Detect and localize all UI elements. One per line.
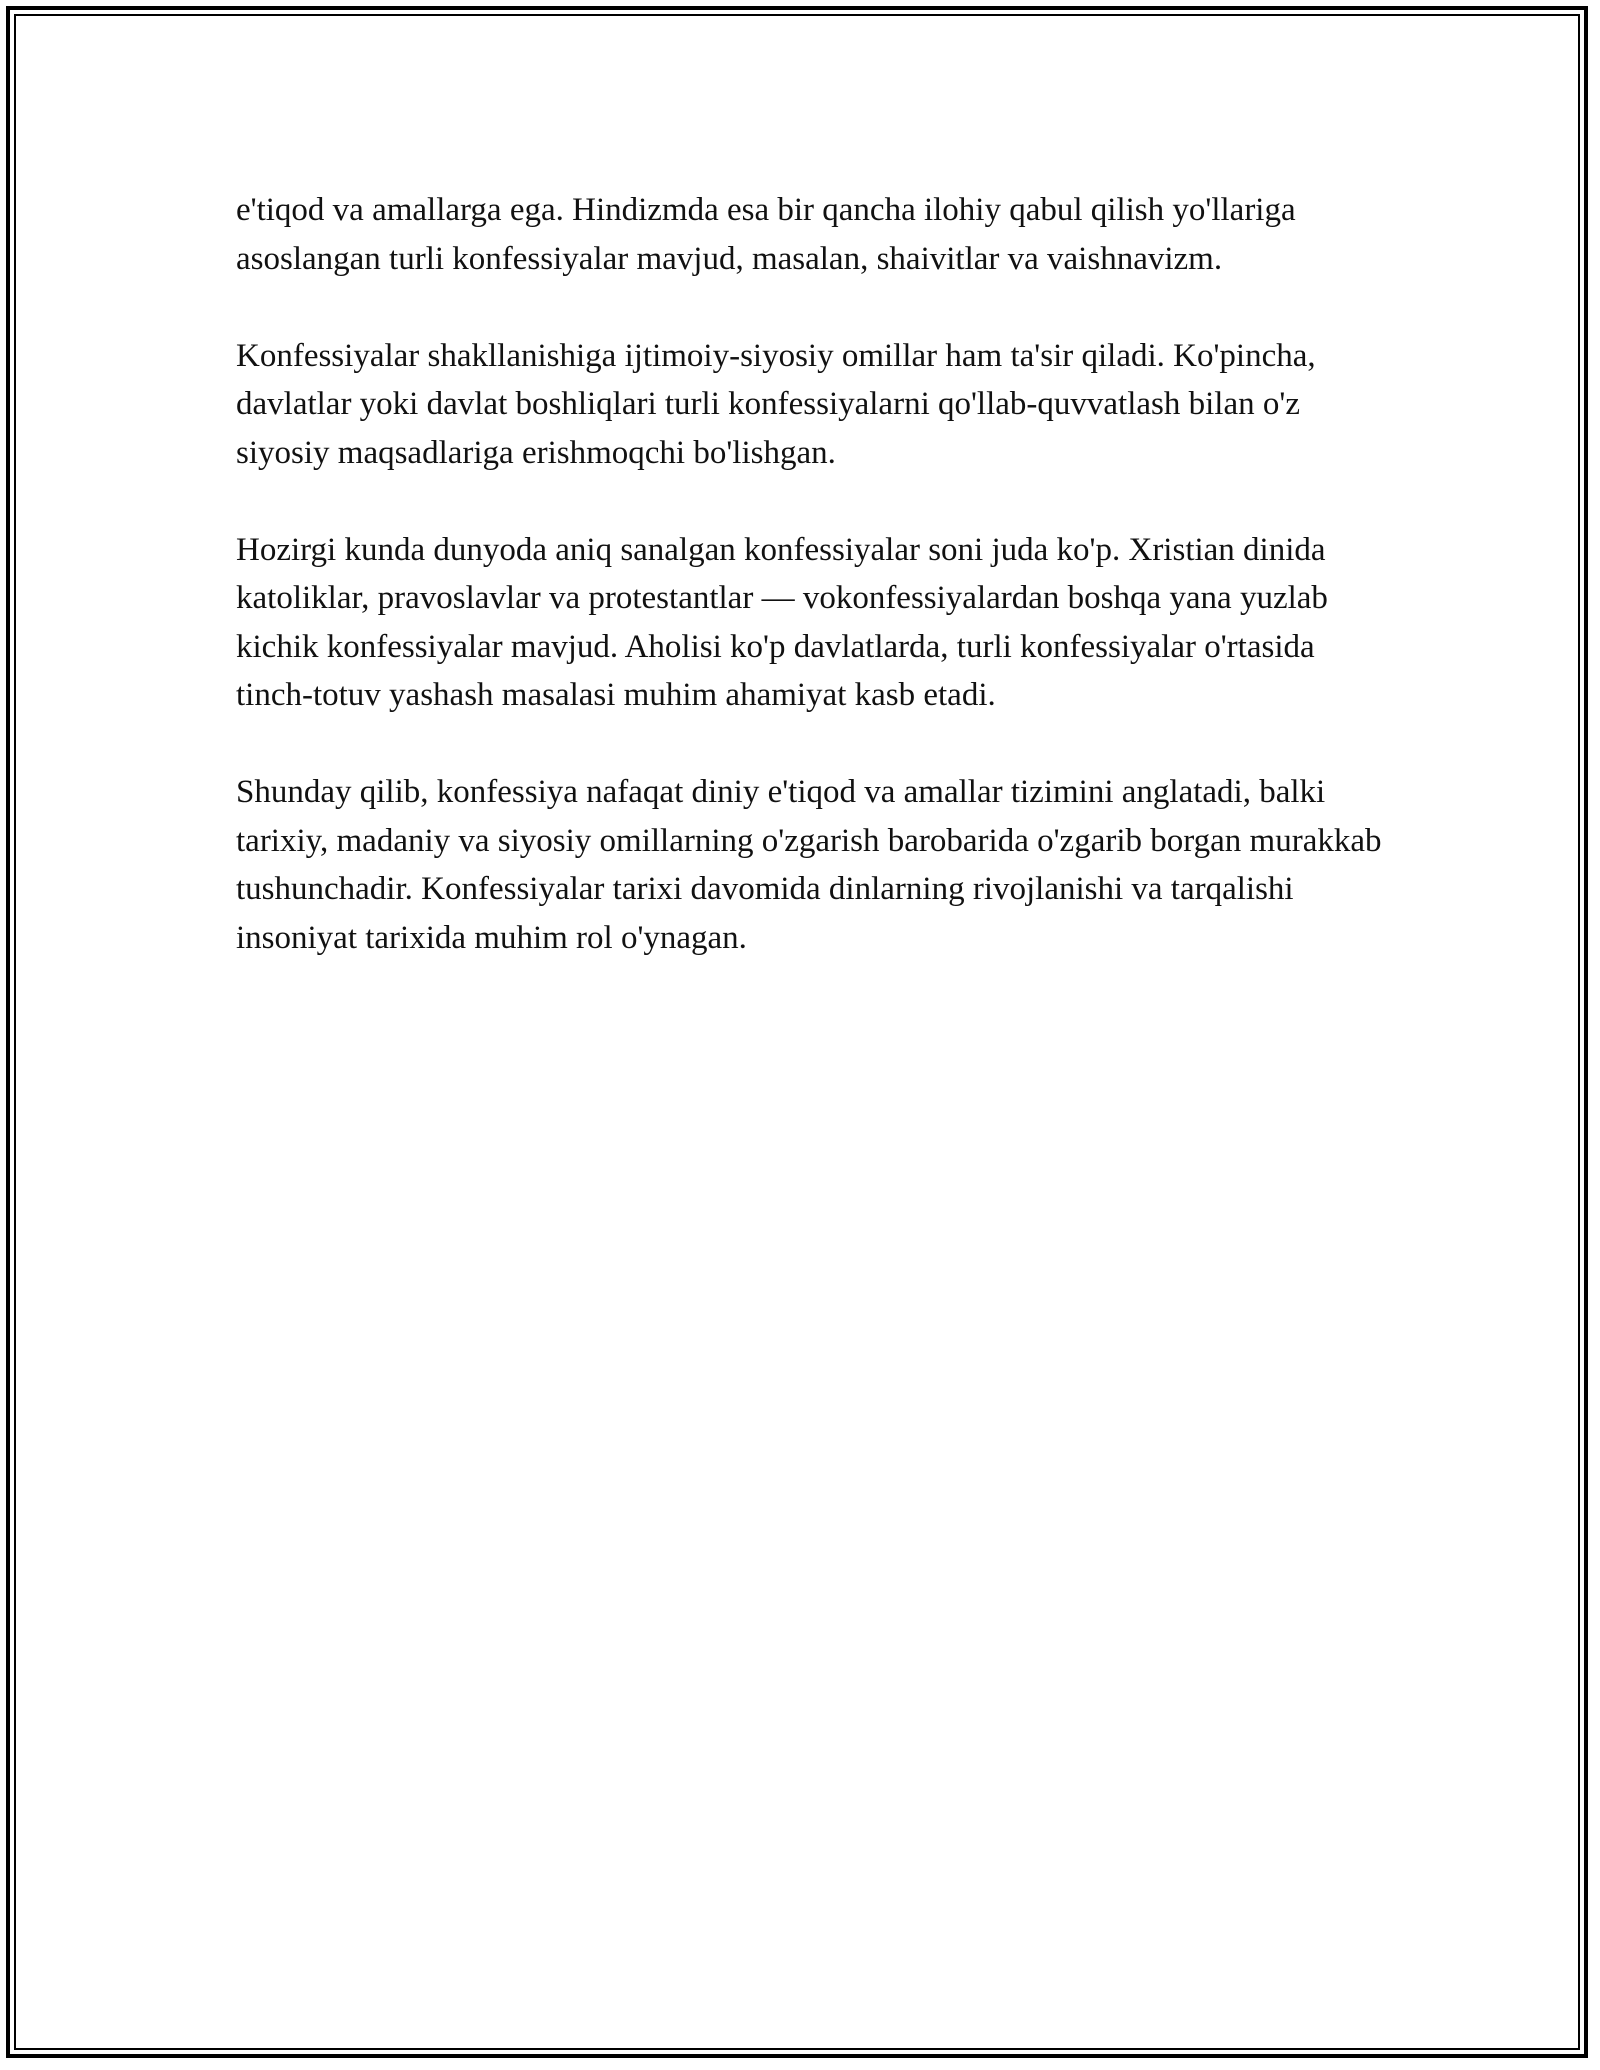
paragraph-2: Konfessiyalar shakllanishiga ijtimoiy-siyosiy omillar ham ta'sir qiladi. Ko'pincha, davlatlar yoki davlat boshliqlari turli konfessiyalarni qo'llab-quvvatlash bilan o'z siyosiy maqsadlariga erishmoqchi bo'lishgan. [236,337,1316,471]
paragraph-1: e'tiqod va amallarga ega. Hindizmda esa bir qancha ilohiy qabul qilish yo'llariga asoslangan turli konfessiyalar mavjud, masalan, shaivitlar va vaishnavizm. [236,192,1296,277]
document-body [236,186,1396,1011]
paragraph-3: Hozirgi kunda dunyoda aniq sanalgan konfessiyalar soni juda ko'p. Xristian dinida katoliklar, pravoslavlar va protestantlar — vokonfessiyalardan boshqa yana yuzlab kichik konfessiyalar mavjud. Aholisi ko'p davlatlarda, turli konfessiyalar o'rtasida tinch-totuv yashash masalasi muhim ahamiyat kasb etadi. [236,531,1328,713]
paragraph-4: Shunday qilib, konfessiya nafaqat diniy e'tiqod va amallar tizimini anglatadi, balki tarixiy, madaniy va siyosiy omillarning o'zgarish barobarida o'zgarib borgan murakkab tushunchadir. Konfessiyalar tarixi davomida dinlarning rivojlanishi va tarqalishi insoniyat tarixida muhim rol o'ynagan. [236,774,1382,956]
